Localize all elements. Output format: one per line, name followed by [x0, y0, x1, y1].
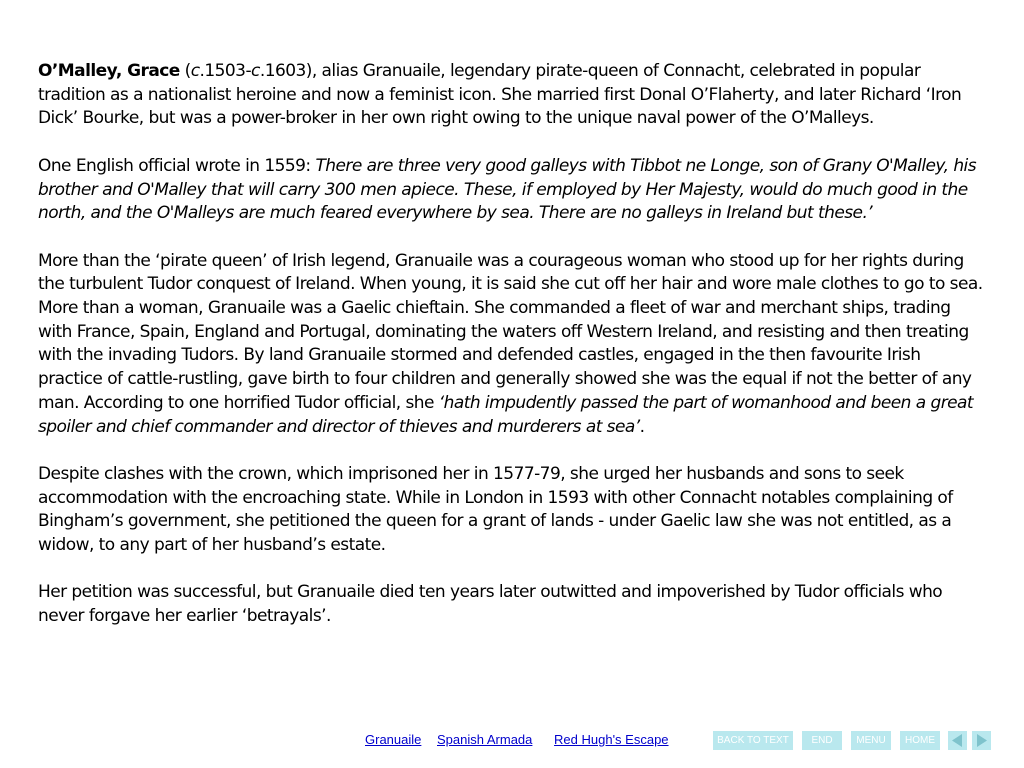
- intro-text: .1603), alias Granuaile, legendary pirate-queen of Connacht, celebrated in popular tradition as a nationalist heroine and now a feminist icon. She married first Donal O’Flaherty, and later Richard ‘Iron Dick’ Bourke, but was a power-broker in her own right owing to the unique naval power of the O’Malleys.: [38, 61, 962, 129]
- footer-links: [365, 731, 681, 749]
- circa-2: c: [251, 61, 260, 81]
- triangle-right-icon: [972, 731, 991, 750]
- circa-1: c: [190, 61, 200, 81]
- paren-open: (: [179, 61, 191, 81]
- entry-name: O’Malley, Grace: [38, 61, 180, 81]
- link-spanish-armada[interactable]: Spanish Armada: [437, 732, 533, 747]
- home-button[interactable]: HOME: [900, 731, 940, 750]
- paragraph-conclusion: Her petition was successful, but Granuaile died ten years later outwitted and impoverished by Tudor officials who never forgave her earlier ‘betrayals’.: [38, 582, 943, 627]
- date-1: .1503-: [199, 61, 252, 81]
- menu-button[interactable]: MENU: [851, 731, 891, 750]
- end-button[interactable]: END: [802, 731, 842, 750]
- link-red-hughs-escape[interactable]: Red Hugh's Escape: [554, 732, 669, 747]
- paragraph-petition: Despite clashes with the crown, which imprisoned her in 1577-79, she urged her husbands and sons to seek accommodation with the encroaching state. While in London in 1593 with other Connacht notables complaining of Bingham’s government, she petitioned the queen for a grant of lands - under Gaelic law she was not entitled, as a widow, to any part of her husband’s estate.: [38, 463, 953, 556]
- quote-1559: There are three very good galleys with Tibbot ne Longe, son of Grany O'Malley, his brother and O'Malley that will carry 300 men apiece. These, if employed by Her Majesty, would do much good in the north, and the O'Malleys are much feared everywhere by sea. There are no galleys in Ireland but these.’: [38, 155, 977, 224]
- link-granuaile[interactable]: Granuaile: [365, 732, 422, 747]
- next-button[interactable]: [972, 731, 991, 750]
- quote-intro: One English official wrote in 1559:: [38, 155, 316, 176]
- pirate-queen-end: .: [639, 416, 645, 437]
- paragraph-pirate-queen: [38, 250, 988, 440]
- paragraph-intro: [38, 60, 988, 131]
- tudor-quote: ‘hath impudently passed the part of womanhood and been a great spoiler and chief commander and director of thieves and murderers at sea’: [38, 392, 974, 437]
- triangle-left-icon: [948, 731, 967, 750]
- article-body: [38, 60, 988, 653]
- previous-button[interactable]: [948, 731, 967, 750]
- back-to-text-button[interactable]: BACK TO TEXT: [713, 731, 793, 750]
- pirate-queen-text: More than the ‘pirate queen’ of Irish legend, Granuaile was a courageous woman who stood up for her rights during the turbulent Tudor conquest of Ireland. When young, it is said she cut off her hair and wore male clothes to go to sea. More than a woman, Granuaile was a Gaelic chieftain. She commanded a fleet of war and merchant ships, trading with France, Spain, England and Portugal, dominating the waters off Western Ireland, and resisting and then treating with the invading Tudors. By land Granuaile stormed and defended castles, engaged in the then favourite Irish practice of cattle-rustling, gave birth to four children and generally showed she was the equal if not the better of any man. According to one horrified Tudor official, she: [38, 250, 983, 413]
- paragraph-quote-1559: [38, 155, 988, 226]
